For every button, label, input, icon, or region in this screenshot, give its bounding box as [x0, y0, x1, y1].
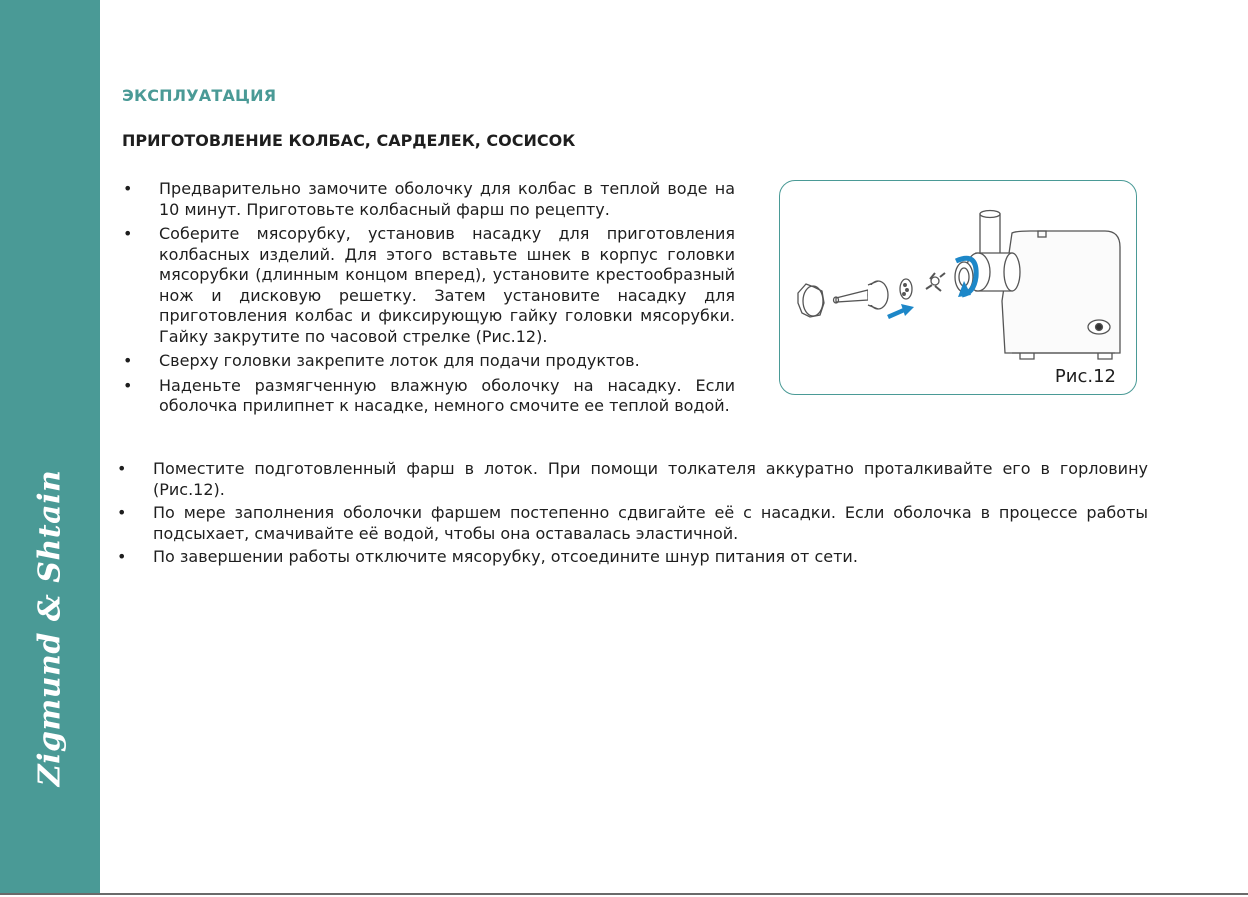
section-title: ЭКСПЛУАТАЦИЯ: [122, 86, 277, 105]
instruction-list-top: [159, 179, 735, 421]
sidebar: [0, 0, 100, 893]
figure-12: [779, 180, 1137, 395]
list-item: • Наденьте размягченную влажную оболочку на насадку. Если оболочка прилипнет к насадке, немного смочите ее теплой водой.: [159, 376, 735, 417]
brand-logo: Zigmund & Shtain: [32, 469, 68, 787]
list-item: • По завершении работы отключите мясорубку, отсоедините шнур питания от сети.: [153, 547, 1148, 568]
instruction-list-bottom: [153, 459, 1148, 571]
list-item: • Предварительно замочите оболочку для колбас в теплой воде на 10 минут. Приготовьте колбасный фарш по рецепту.: [159, 179, 735, 220]
list-item: • Поместите подготовленный фарш в лоток. При помощи толкателя аккуратно проталкивайте его в горловину (Рис.12).: [153, 459, 1148, 500]
meat-grinder-illustration: [780, 181, 1137, 395]
bottom-divider: [0, 893, 1248, 895]
figure-caption: Рис.12: [1054, 366, 1116, 387]
page-title: ПРИГОТОВЛЕНИЕ КОЛБАС, САРДЕЛЕК, СОСИСОК: [122, 131, 576, 150]
list-item: • Соберите мясорубку, установив насадку для приготовления колбасных изделий. Для этого вставьте шнек в корпус головки мясорубки (длинным концом вперед), установите крестообразный нож и дисковую решетку. Затем установите насадку для приготовления колбас и фиксирующую гайку головки мясорубки. Гайку закрутите по часовой стрелке (Рис.12).: [159, 224, 735, 347]
list-item: • Сверху головки закрепите лоток для подачи продуктов.: [159, 351, 735, 372]
list-item: • По мере заполнения оболочки фаршем постепенно сдвигайте её с насадки. Если оболочка в процессе работы подсыхает, смачивайте её водой, чтобы она оставалась эластичной.: [153, 503, 1148, 544]
